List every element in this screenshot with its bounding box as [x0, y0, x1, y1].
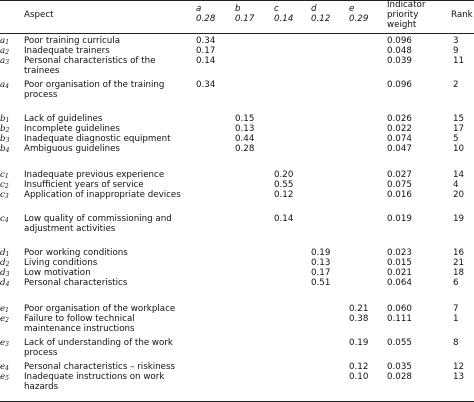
row-indicator-weight: 0.039: [387, 56, 412, 66]
row-indicator-weight: 0.096: [387, 36, 412, 46]
row-indicator-weight: 0.074: [387, 134, 412, 144]
row-indicator-weight: 0.027: [387, 170, 412, 180]
row-weight: 0.12: [274, 190, 294, 200]
row-indicator-weight: 0.055: [387, 338, 412, 348]
row-rank: 19: [453, 214, 465, 224]
row-code-letter: c: [0, 190, 5, 200]
row-weight: 0.44: [235, 134, 255, 144]
row-aspect: Failure to follow technical maintenance instructions: [24, 314, 135, 334]
header-rule: [0, 33, 474, 34]
row-code-letter: c: [0, 170, 5, 180]
row-weight: 0.13: [311, 258, 331, 268]
row-code-subscript: 3: [5, 341, 9, 348]
row-indicator-weight: 0.048: [387, 46, 412, 56]
row-aspect: Living conditions: [24, 258, 98, 268]
row-code-subscript: 4: [4, 217, 9, 224]
header-weight-a-value: 0.28: [196, 14, 216, 24]
row-indicator-weight: 0.023: [387, 248, 412, 258]
row-code-subscript: 5: [5, 375, 9, 382]
row-indicator-weight: 0.016: [387, 190, 412, 200]
row-aspect: Personal characteristics: [24, 278, 128, 288]
row-weight: 0.12: [349, 362, 369, 372]
row-code-subscript: 3: [5, 137, 10, 144]
row-aspect: Lack of guidelines: [24, 114, 103, 124]
header-weight-b-value: 0.17: [235, 14, 255, 24]
row-code-letter: a: [0, 80, 6, 90]
row-code-subscript: 4: [5, 83, 10, 90]
row-weight: 0.15: [235, 114, 255, 124]
header-weight-d-value: 0.12: [311, 14, 331, 24]
row-code-subscript: 3: [5, 59, 10, 66]
row-code-letter: b: [0, 144, 6, 154]
row-aspect: Incomplete guidelines: [24, 124, 120, 134]
header-weight-b: [235, 4, 254, 24]
row-code-letter: e: [0, 338, 6, 348]
row-rank: 4: [453, 180, 459, 190]
row-indicator-weight: 0.021: [387, 268, 412, 278]
row-code-letter: d: [0, 278, 6, 288]
row-aspect: Application of inappropriate devices: [24, 190, 181, 200]
row-indicator-weight: 0.064: [387, 278, 412, 288]
row-code-subscript: 2: [5, 261, 10, 268]
row-code-letter: e: [0, 314, 6, 324]
row-rank: 5: [453, 134, 459, 144]
row-code-subscript: 1: [5, 251, 10, 258]
row-rank: 18: [453, 268, 465, 278]
row-aspect: Inadequate diagnostic equipment: [24, 134, 171, 144]
row-weight: 0.17: [311, 268, 331, 278]
row-weight: 0.21: [349, 304, 369, 314]
row-code-subscript: 1: [4, 173, 9, 180]
row-code-letter: d: [0, 248, 6, 258]
row-code-subscript: 1: [5, 117, 10, 124]
row-code-letter: c: [0, 214, 5, 224]
row-aspect: Personal characteristics – riskiness: [24, 362, 176, 372]
row-rank: 20: [453, 190, 465, 200]
row-code-subscript: 1: [5, 39, 10, 46]
row-rank: 15: [453, 114, 465, 124]
header-weight-c-value: 0.14: [274, 14, 294, 24]
row-code-subscript: 4: [5, 281, 10, 288]
row-rank: 17: [453, 124, 465, 134]
row-rank: 21: [453, 258, 465, 268]
row-code-subscript: 3: [4, 193, 9, 200]
row-aspect: Low motivation: [24, 268, 91, 278]
row-code-letter: a: [0, 36, 6, 46]
row-aspect: Low quality of commissioning and adjustment activities: [24, 214, 172, 234]
row-code-subscript: 4: [5, 365, 9, 372]
row-rank: 3: [453, 36, 459, 46]
row-code: [0, 190, 9, 202]
row-code-subscript: 4: [5, 147, 10, 154]
row-indicator-weight: 0.035: [387, 362, 412, 372]
row-aspect: Poor organisation of the workplace: [24, 304, 176, 314]
row-code-letter: d: [0, 258, 6, 268]
header-weight-b-letter: b: [235, 4, 241, 14]
row-rank: 16: [453, 248, 465, 258]
row-indicator-weight: 0.028: [387, 372, 412, 382]
row-code-letter: b: [0, 114, 6, 124]
row-aspect: Lack of understanding of the work process: [24, 338, 173, 358]
row-rank: 12: [453, 362, 465, 372]
row-code: [0, 214, 9, 226]
row-code-subscript: 2: [5, 317, 9, 324]
row-code-letter: b: [0, 124, 6, 134]
row-code: [0, 372, 9, 384]
row-rank: 13: [453, 372, 465, 382]
row-aspect: Inadequate instructions on work hazards: [24, 372, 165, 392]
row-code-letter: c: [0, 180, 5, 190]
header-weight-a-letter: a: [196, 4, 202, 14]
row-indicator-weight: 0.111: [387, 314, 412, 324]
row-code-letter: a: [0, 56, 6, 66]
row-weight: 0.13: [235, 124, 255, 134]
row-rank: 9: [453, 46, 459, 56]
row-weight: 0.19: [349, 338, 369, 348]
header-weight-c: [274, 4, 293, 24]
row-rank: 2: [453, 80, 459, 90]
header-weight-c-letter: c: [274, 4, 279, 14]
row-aspect: Inadequate trainers: [24, 46, 110, 56]
row-rank: 10: [453, 144, 465, 154]
row-indicator-weight: 0.047: [387, 144, 412, 154]
row-weight: 0.17: [196, 46, 216, 56]
row-rank: 7: [453, 304, 459, 314]
row-aspect: Poor training curricula: [24, 36, 121, 46]
row-weight: 0.28: [235, 144, 255, 154]
header-aspect: Aspect: [24, 10, 54, 20]
row-code-letter: d: [0, 268, 6, 278]
row-rank: 6: [453, 278, 459, 288]
row-code-subscript: 2: [5, 127, 10, 134]
row-aspect: Insufficient years of service: [24, 180, 144, 190]
row-rank: 11: [453, 56, 465, 66]
row-indicator-weight: 0.015: [387, 258, 412, 268]
row-code-subscript: 2: [4, 183, 9, 190]
row-code: [0, 314, 9, 326]
row-weight: 0.55: [274, 180, 294, 190]
row-aspect: Inadequate previous experience: [24, 170, 165, 180]
row-indicator-weight: 0.019: [387, 214, 412, 224]
row-aspect: Poor working conditions: [24, 248, 128, 258]
header-weight-a: [196, 4, 215, 24]
row-code-letter: e: [0, 362, 6, 372]
header-weight-e-letter: e: [349, 4, 355, 14]
row-weight: 0.34: [196, 80, 216, 90]
row-code-subscript: 3: [5, 271, 10, 278]
row-rank: 1: [453, 314, 459, 324]
header-rank: Rank: [451, 10, 473, 20]
header-weight-e: [349, 4, 368, 24]
header-weight-e-value: 0.29: [349, 14, 369, 24]
row-weight: 0.34: [196, 36, 216, 46]
header-indicator: Indicator priority weight: [387, 0, 426, 30]
row-rank: 8: [453, 338, 459, 348]
row-weight: 0.14: [196, 56, 216, 66]
row-indicator-weight: 0.096: [387, 80, 412, 90]
row-indicator-weight: 0.060: [387, 304, 412, 314]
row-indicator-weight: 0.026: [387, 114, 412, 124]
row-code: [0, 144, 9, 156]
row-weight: 0.51: [311, 278, 331, 288]
row-code: [0, 80, 9, 92]
header-weight-d: [311, 4, 330, 24]
row-aspect: Poor organisation of the training process: [24, 80, 165, 100]
row-weight: 0.14: [274, 214, 294, 224]
row-weight: 0.10: [349, 372, 369, 382]
row-aspect: Ambiguous guidelines: [24, 144, 120, 154]
row-weight: 0.38: [349, 314, 369, 324]
row-aspect: Personal characteristics of the trainees: [24, 56, 156, 76]
row-rank: 14: [453, 170, 465, 180]
row-weight: 0.19: [311, 248, 331, 258]
row-indicator-weight: 0.022: [387, 124, 412, 134]
row-code-subscript: 2: [5, 49, 10, 56]
row-code-letter: e: [0, 304, 6, 314]
row-code-letter: e: [0, 372, 6, 382]
row-code-letter: b: [0, 134, 6, 144]
row-code-subscript: 1: [5, 307, 9, 314]
row-code: [0, 338, 9, 350]
header-weight-d-letter: d: [311, 4, 317, 14]
row-code-letter: a: [0, 46, 6, 56]
row-weight: 0.20: [274, 170, 294, 180]
row-code: [0, 278, 9, 290]
row-code: [0, 56, 9, 68]
row-indicator-weight: 0.075: [387, 180, 412, 190]
